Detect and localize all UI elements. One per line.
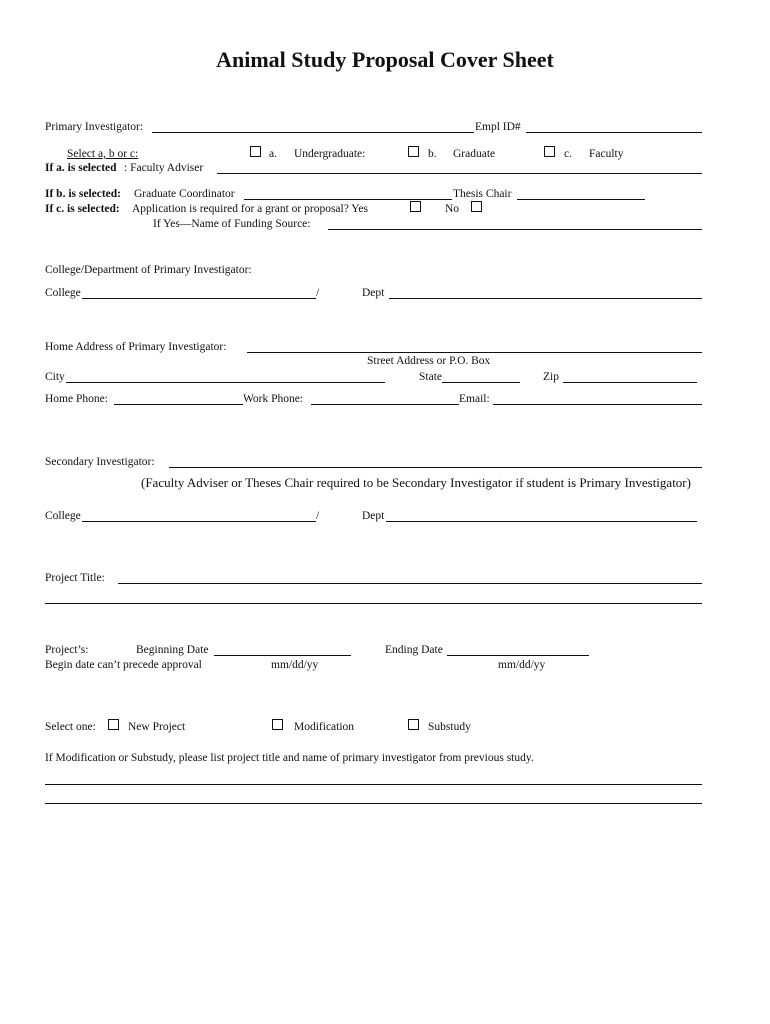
home-address-label: Home Address of Primary Investigator: <box>45 341 227 353</box>
city-field[interactable] <box>66 382 385 383</box>
projects-label: Project’s: <box>45 644 89 656</box>
pi-college-slash: / <box>316 287 320 299</box>
work-phone-field[interactable] <box>311 404 459 405</box>
previous-study-field-line2[interactable] <box>45 803 702 804</box>
faculty-adviser-field[interactable] <box>217 173 702 174</box>
if-c-text: Application is required for a grant or proposal? Yes <box>132 203 369 215</box>
grant-no-label: No <box>445 203 460 215</box>
empl-id-label: Empl ID# <box>475 121 521 133</box>
street-address-hint: Street Address or P.O. Box <box>367 355 491 367</box>
secondary-dept-label: Dept <box>362 510 385 522</box>
graduate-checkbox[interactable] <box>408 146 419 157</box>
zip-label: Zip <box>543 371 559 383</box>
faculty-checkbox[interactable] <box>544 146 555 157</box>
end-date-format: mm/dd/yy <box>498 659 546 671</box>
funding-source-label: If Yes—Name of Funding Source: <box>153 218 311 230</box>
secondary-college-label: College <box>45 510 81 522</box>
project-title-label: Project Title: <box>45 572 105 584</box>
pi-name-field[interactable] <box>152 132 474 133</box>
pi-college-label: College <box>45 287 81 299</box>
secondary-dept-field[interactable] <box>386 521 697 522</box>
new-project-checkbox[interactable] <box>108 719 119 730</box>
state-field[interactable] <box>442 382 520 383</box>
option-c-label: Faculty <box>589 148 624 160</box>
beginning-date-field[interactable] <box>214 655 351 656</box>
project-title-field[interactable] <box>118 583 702 584</box>
secondary-investigator-label: Secondary Investigator: <box>45 456 155 468</box>
begin-date-note: Begin date can’t precede approval <box>45 659 202 671</box>
ending-date-label: Ending Date <box>385 644 443 656</box>
thesis-chair-label: Thesis Chair <box>453 188 512 200</box>
option-a-label: Undergraduate: <box>294 148 366 160</box>
secondary-investigator-field[interactable] <box>169 467 702 468</box>
page-title: Animal Study Proposal Cover Sheet <box>216 47 554 72</box>
substudy-label: Substudy <box>428 721 471 733</box>
thesis-chair-field[interactable] <box>517 199 645 200</box>
college-dept-heading: College/Department of Primary Investigator: <box>45 264 252 276</box>
zip-field[interactable] <box>563 382 697 383</box>
pi-dept-field[interactable] <box>389 298 702 299</box>
state-label: State <box>419 371 442 383</box>
secondary-college-field[interactable] <box>82 521 316 522</box>
beginning-date-label: Beginning Date <box>136 644 209 656</box>
email-label: Email: <box>459 393 490 405</box>
pi-college-field[interactable] <box>82 298 316 299</box>
ending-date-field[interactable] <box>447 655 589 656</box>
secondary-college-slash: / <box>316 510 320 522</box>
if-b-bold: If b. is selected: <box>45 188 122 200</box>
pi-dept-label: Dept <box>362 287 385 299</box>
email-field[interactable] <box>493 404 702 405</box>
modification-note: If Modification or Substudy, please list project title and name of primary investigator from previous study. <box>45 752 534 764</box>
previous-study-field-line1[interactable] <box>45 784 702 785</box>
graduate-coordinator-field[interactable] <box>244 199 452 200</box>
modification-checkbox[interactable] <box>272 719 283 730</box>
if-a-text: : Faculty Adviser <box>124 162 204 174</box>
pi-label: Primary Investigator: <box>45 121 144 133</box>
modification-label: Modification <box>294 721 355 733</box>
select-abc-prompt: Select a, b or c: <box>67 148 139 160</box>
option-a-letter: a. <box>269 148 277 160</box>
if-c-bold: If c. is selected: <box>45 203 120 215</box>
empl-id-field[interactable] <box>526 132 702 133</box>
begin-date-format: mm/dd/yy <box>271 659 319 671</box>
select-one-label: Select one: <box>45 721 96 733</box>
if-a-bold: If a. is selected <box>45 162 117 174</box>
secondary-investigator-note: (Faculty Adviser or Theses Chair required to be Secondary Investigator if student is Primary Investigator) <box>141 475 691 490</box>
city-label: City <box>45 371 65 383</box>
home-phone-field[interactable] <box>114 404 243 405</box>
option-b-label: Graduate <box>453 148 496 160</box>
if-b-text: Graduate Coordinator <box>134 188 235 200</box>
new-project-label: New Project <box>128 721 186 733</box>
home-phone-label: Home Phone: <box>45 393 108 405</box>
work-phone-label: Work Phone: <box>243 393 304 405</box>
option-b-letter: b. <box>428 148 437 160</box>
grant-no-checkbox[interactable] <box>471 201 482 212</box>
project-title-field-line2[interactable] <box>45 603 702 604</box>
grant-yes-checkbox[interactable] <box>410 201 421 212</box>
option-c-letter: c. <box>564 148 572 160</box>
home-address-field[interactable] <box>247 352 702 353</box>
funding-source-field[interactable] <box>328 229 702 230</box>
substudy-checkbox[interactable] <box>408 719 419 730</box>
undergraduate-checkbox[interactable] <box>250 146 261 157</box>
